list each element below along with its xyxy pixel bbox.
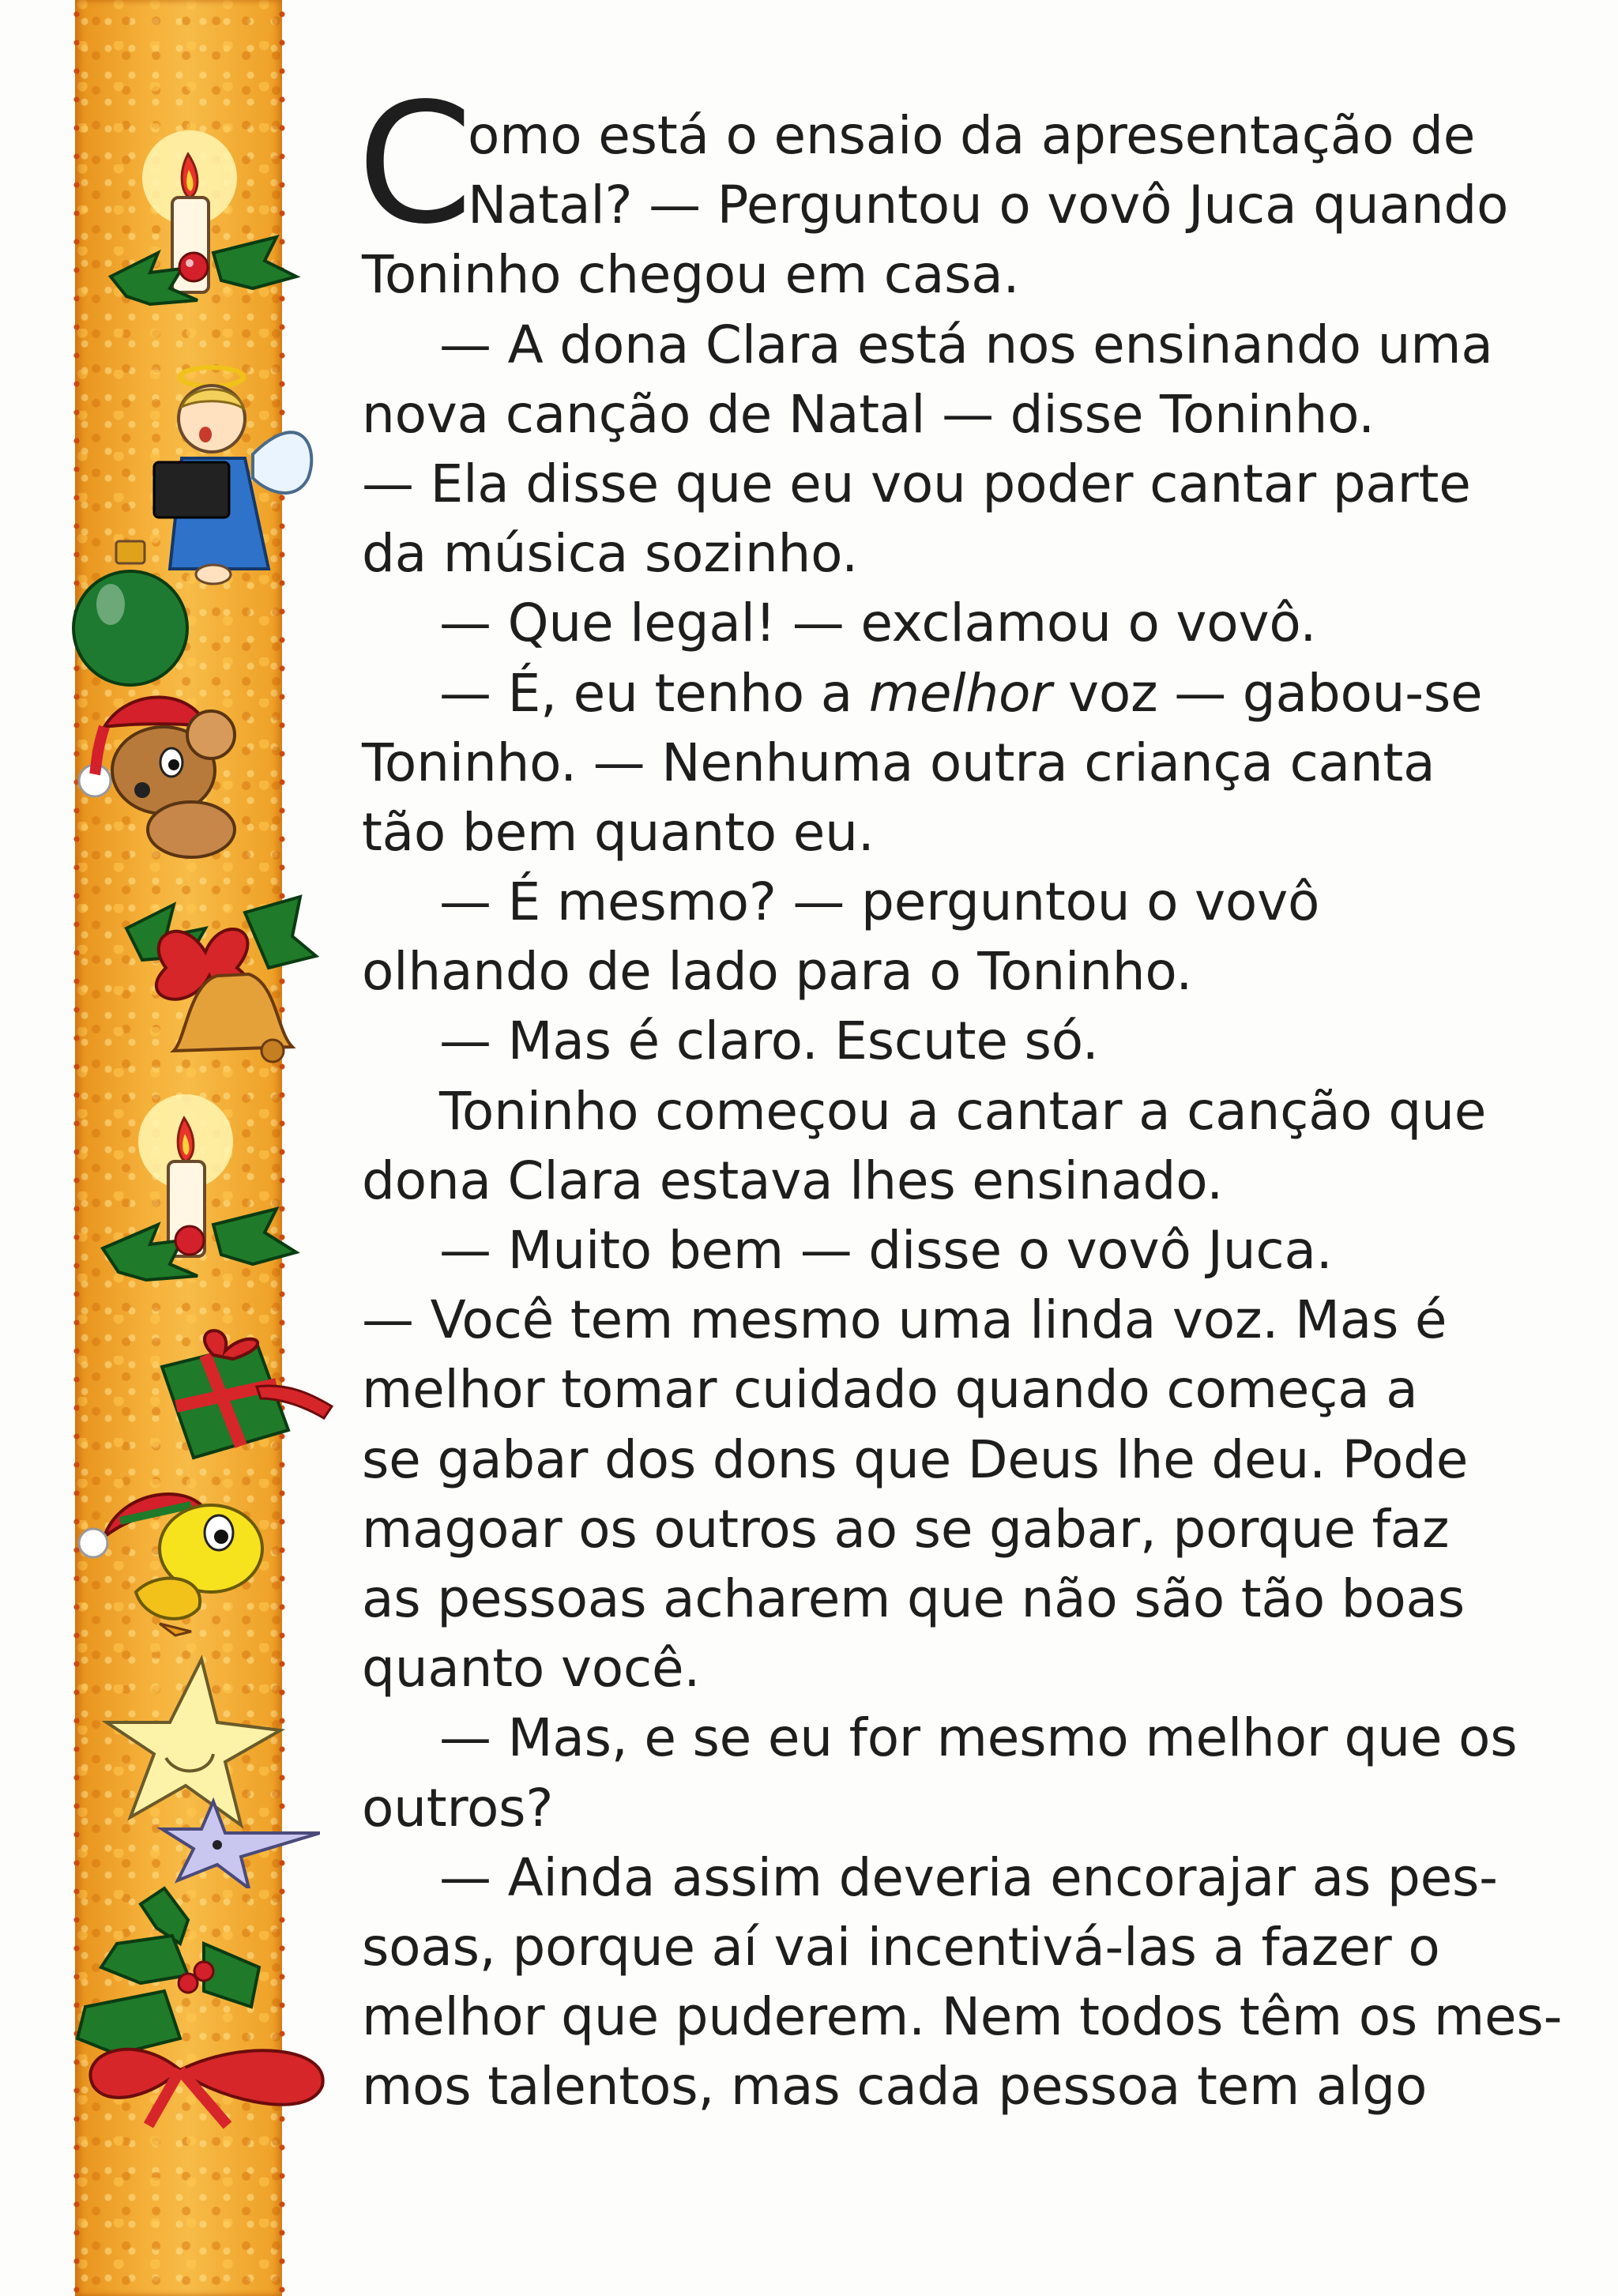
story-line: Toninho chegou em casa. bbox=[362, 244, 1020, 306]
story-line: as pessoas acharem que não são tão boas bbox=[362, 1568, 1465, 1629]
bell-icon bbox=[111, 881, 324, 1071]
story-line: — A dona Clara está nos ensinando uma bbox=[439, 314, 1493, 375]
story-line: se gabar dos dons que Deus lhe deu. Pode bbox=[362, 1428, 1469, 1490]
story-line: melhor que puderem. Nem todos têm os mes- bbox=[362, 1986, 1563, 2048]
story-line: nova canção de Natal — disse Toninho. bbox=[362, 383, 1375, 445]
story-line: Natal? — Perguntou o vovô Juca quando bbox=[468, 175, 1509, 236]
story-line: — Muito bem — disse o vovô Juca. bbox=[439, 1220, 1333, 1281]
story-line: tão bem quanto eu. bbox=[362, 801, 875, 863]
story-line: olhando de lado para o Toninho. bbox=[362, 941, 1193, 1003]
story-line: magoar os outros ao se gabar, porque faz bbox=[362, 1498, 1450, 1560]
story-line: outros? bbox=[362, 1777, 554, 1839]
story-line: — Mas, e se eu for mesmo melhor que os bbox=[439, 1707, 1518, 1769]
story-line: dona Clara estava lhes ensinado. bbox=[362, 1150, 1224, 1211]
story-line: — Que legal! — exclamou o vovô. bbox=[439, 593, 1317, 654]
story-line: soas, porque aí vai incentivá-las a fazer o bbox=[362, 1916, 1440, 1978]
story-line: omo está o ensaio da apresentação de bbox=[468, 105, 1476, 166]
story-line: — Ela disse que eu vou poder cantar parte bbox=[362, 453, 1471, 514]
story-line: quanto você. bbox=[362, 1638, 701, 1699]
story-line: melhor tomar cuidado quando começa a bbox=[362, 1359, 1418, 1421]
story-line: — Ainda assim deveria encorajar as pes- bbox=[439, 1846, 1498, 1908]
story-line: da música sozinho. bbox=[362, 523, 858, 585]
story-line: — É mesmo? — perguntou o vovô bbox=[439, 871, 1320, 933]
bird-icon bbox=[73, 1474, 270, 1639]
story-line-text: — É, eu tenho a bbox=[439, 662, 869, 724]
story-line-text: voz — gabou-se bbox=[1052, 662, 1483, 724]
stars-icon bbox=[83, 1651, 320, 1888]
emphasized-word: melhor bbox=[868, 662, 1052, 724]
candle-icon bbox=[95, 1082, 300, 1304]
mouse-icon bbox=[73, 679, 286, 869]
candle-icon bbox=[95, 119, 300, 324]
green-bauble-icon bbox=[67, 533, 194, 699]
gift-icon bbox=[154, 1319, 336, 1462]
story-line: — Você tem mesmo uma linda voz. Mas é bbox=[362, 1289, 1447, 1351]
holly-bow-icon bbox=[70, 1873, 330, 2133]
story-line: Toninho começou a cantar a canção que bbox=[439, 1080, 1487, 1142]
story-text bbox=[362, 101, 1563, 2121]
drop-cap-letter: C bbox=[357, 67, 473, 261]
story-line: — Mas é claro. Escute só. bbox=[439, 1011, 1099, 1072]
story-line: Toninho. — Nenhuma outra criança canta bbox=[362, 732, 1436, 793]
story-line: mos talentos, mas cada pessoa tem algo bbox=[362, 2056, 1428, 2117]
story-line bbox=[362, 659, 1531, 728]
